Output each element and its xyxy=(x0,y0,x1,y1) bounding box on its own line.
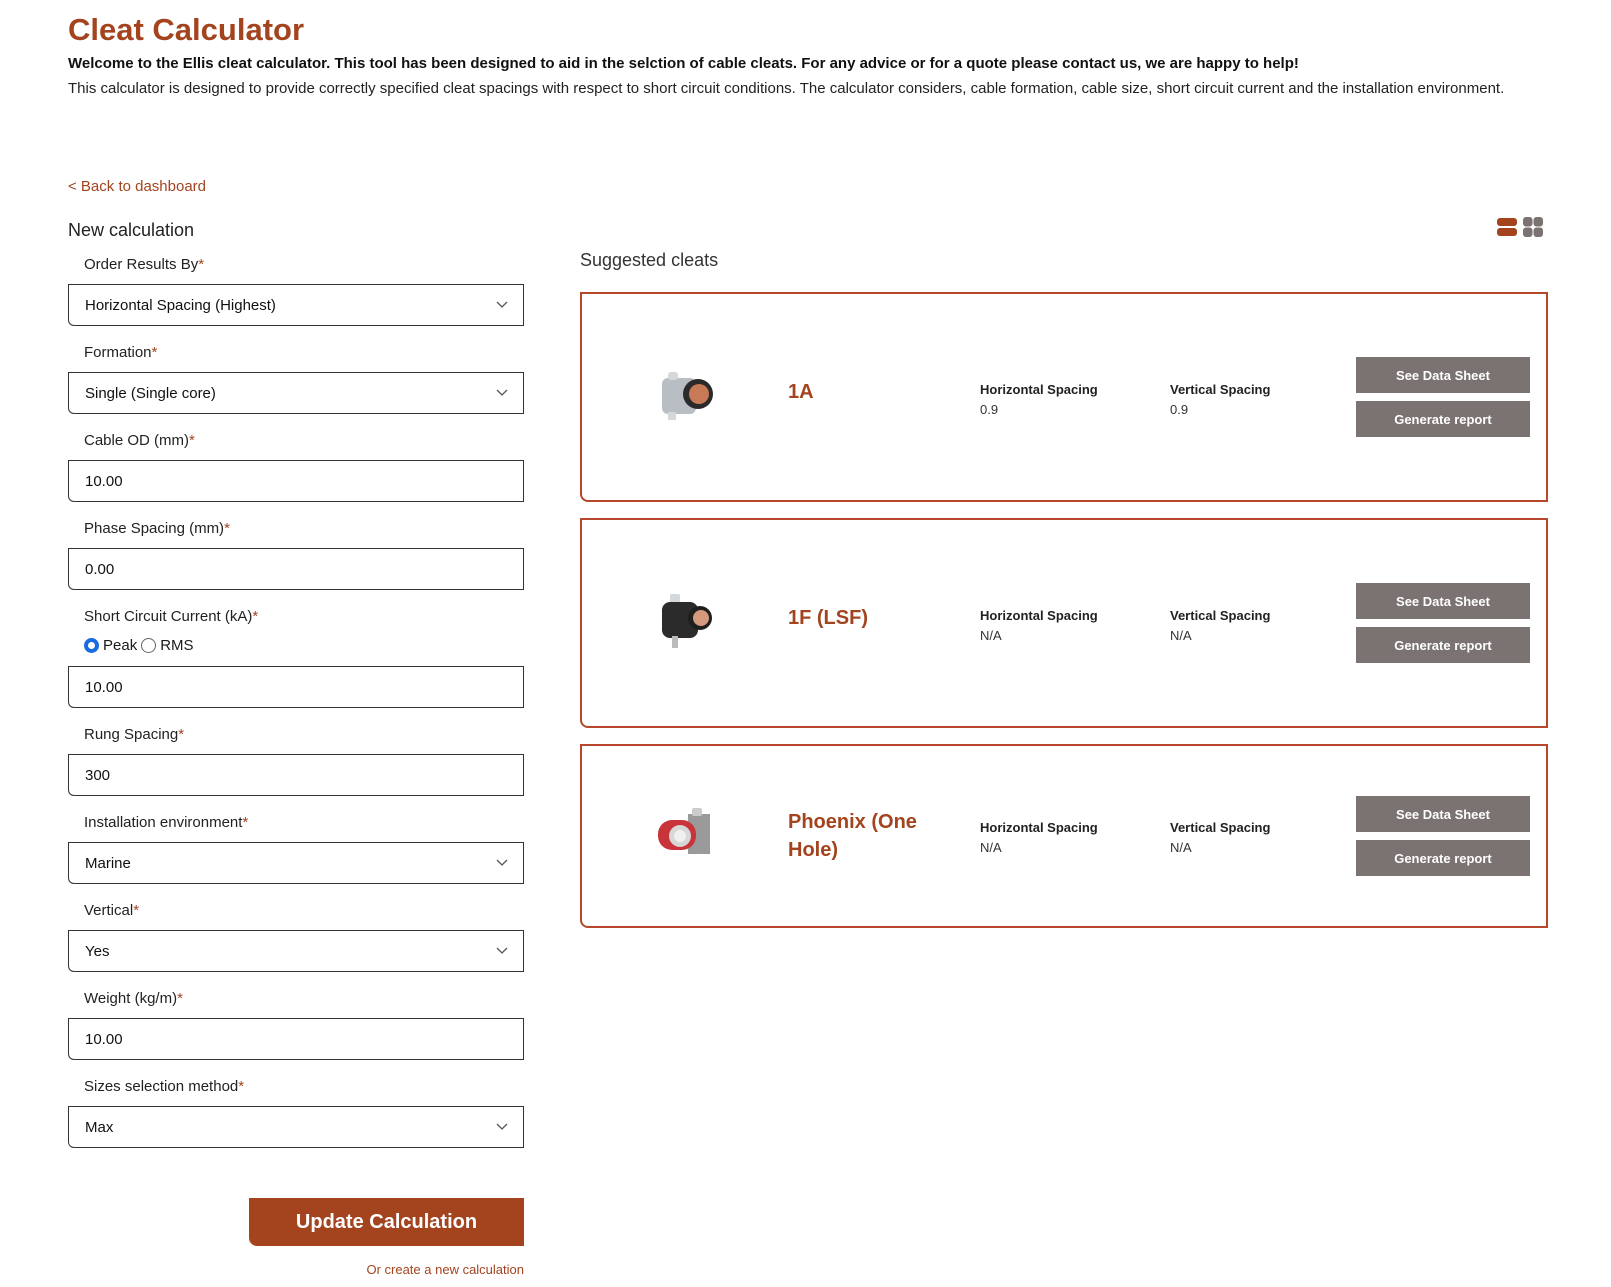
calculation-form xyxy=(68,218,524,1164)
generate-report-button[interactable]: Generate report xyxy=(1356,401,1530,437)
peak-radio[interactable] xyxy=(84,638,99,653)
see-data-sheet-button[interactable]: See Data Sheet xyxy=(1356,796,1530,832)
sizes-method-label: Sizes selection method* xyxy=(84,1078,245,1095)
grid-view-icon[interactable] xyxy=(1522,216,1544,238)
chevron-down-icon xyxy=(495,855,509,869)
current-type-radio-group xyxy=(68,634,524,656)
list-view-icon[interactable] xyxy=(1496,216,1518,238)
weight-label: Weight (kg/m)* xyxy=(84,990,183,1007)
phase-spacing-label: Phase Spacing (mm)* xyxy=(84,520,230,537)
update-calculation-button[interactable]: Update Calculation xyxy=(249,1198,524,1246)
cleat-image-1a xyxy=(654,366,722,426)
phase-spacing-input[interactable]: 0.00 xyxy=(68,548,524,590)
sizes-method-select[interactable]: Max xyxy=(68,1106,524,1148)
rung-spacing-label: Rung Spacing* xyxy=(84,726,185,743)
back-to-dashboard-link[interactable]: < Back to dashboard xyxy=(68,178,207,195)
cleat-card xyxy=(580,744,1548,928)
welcome-text: Welcome to the Ellis cleat calculator. This tool has been designed to aid in the selction of cable cleats. For any advice or for a quote please contact us, we are happy to help! xyxy=(68,55,1299,72)
formation-label: Formation* xyxy=(84,344,158,361)
formation-select[interactable]: Single (Single core) xyxy=(68,372,524,414)
page-title: Cleat Calculator xyxy=(68,12,305,47)
cleat-name: 1A xyxy=(788,381,814,403)
rms-radio[interactable] xyxy=(141,638,156,653)
weight-input[interactable]: 10.00 xyxy=(68,1018,524,1060)
cleat-name: Phoenix (One Hole) xyxy=(788,811,917,861)
vertical-select[interactable]: Yes xyxy=(68,930,524,972)
peak-radio-label[interactable]: Peak xyxy=(103,636,138,654)
generate-report-button[interactable]: Generate report xyxy=(1356,840,1530,876)
see-data-sheet-button[interactable]: See Data Sheet xyxy=(1356,357,1530,393)
cleat-image-phoenix xyxy=(654,806,722,866)
see-data-sheet-button[interactable]: See Data Sheet xyxy=(1356,583,1530,619)
view-toggle xyxy=(1496,216,1544,238)
generate-report-button[interactable]: Generate report xyxy=(1356,627,1530,663)
page-header xyxy=(68,10,1548,101)
cable-od-label: Cable OD (mm)* xyxy=(84,432,195,449)
vertical-spacing: Vertical Spacing 0.9 xyxy=(1170,382,1271,417)
vertical-spacing: Vertical Spacing N/A xyxy=(1170,820,1271,855)
install-env-label: Installation environment* xyxy=(84,814,249,831)
short-circuit-label: Short Circuit Current (kA)* xyxy=(84,608,259,625)
horizontal-spacing: Horizontal Spacing N/A xyxy=(980,820,1098,855)
horizontal-spacing: Horizontal Spacing 0.9 xyxy=(980,382,1098,417)
horizontal-spacing: Horizontal Spacing N/A xyxy=(980,608,1098,643)
create-new-calculation-link[interactable]: Or create a new calculation xyxy=(366,1262,524,1277)
cleat-card xyxy=(580,518,1548,728)
chevron-down-icon xyxy=(495,943,509,957)
cleat-name: 1F (LSF) xyxy=(788,607,868,629)
cleat-image-1f-lsf xyxy=(654,592,722,652)
intro-text: This calculator is designed to provide correctly specified cleat spacings with respect to short circuit conditions. The calculator considers, cable formation, cable size, short circuit current and the installation environment. xyxy=(68,80,1505,97)
vertical-label: Vertical* xyxy=(84,902,140,919)
chevron-down-icon xyxy=(495,385,509,399)
form-heading: New calculation xyxy=(68,220,195,240)
chevron-down-icon xyxy=(495,1119,509,1133)
suggested-cleats-heading: Suggested cleats xyxy=(580,250,719,270)
order-by-label: Order Results By* xyxy=(84,256,205,273)
rms-radio-label[interactable]: RMS xyxy=(160,636,194,654)
cable-od-input[interactable]: 10.00 xyxy=(68,460,524,502)
vertical-spacing: Vertical Spacing N/A xyxy=(1170,608,1271,643)
short-circuit-input[interactable]: 10.00 xyxy=(68,666,524,708)
cleat-card xyxy=(580,292,1548,502)
rung-spacing-input[interactable]: 300 xyxy=(68,754,524,796)
chevron-down-icon xyxy=(495,297,509,311)
install-env-select[interactable]: Marine xyxy=(68,842,524,884)
order-by-select[interactable]: Horizontal Spacing (Highest) xyxy=(68,284,524,326)
